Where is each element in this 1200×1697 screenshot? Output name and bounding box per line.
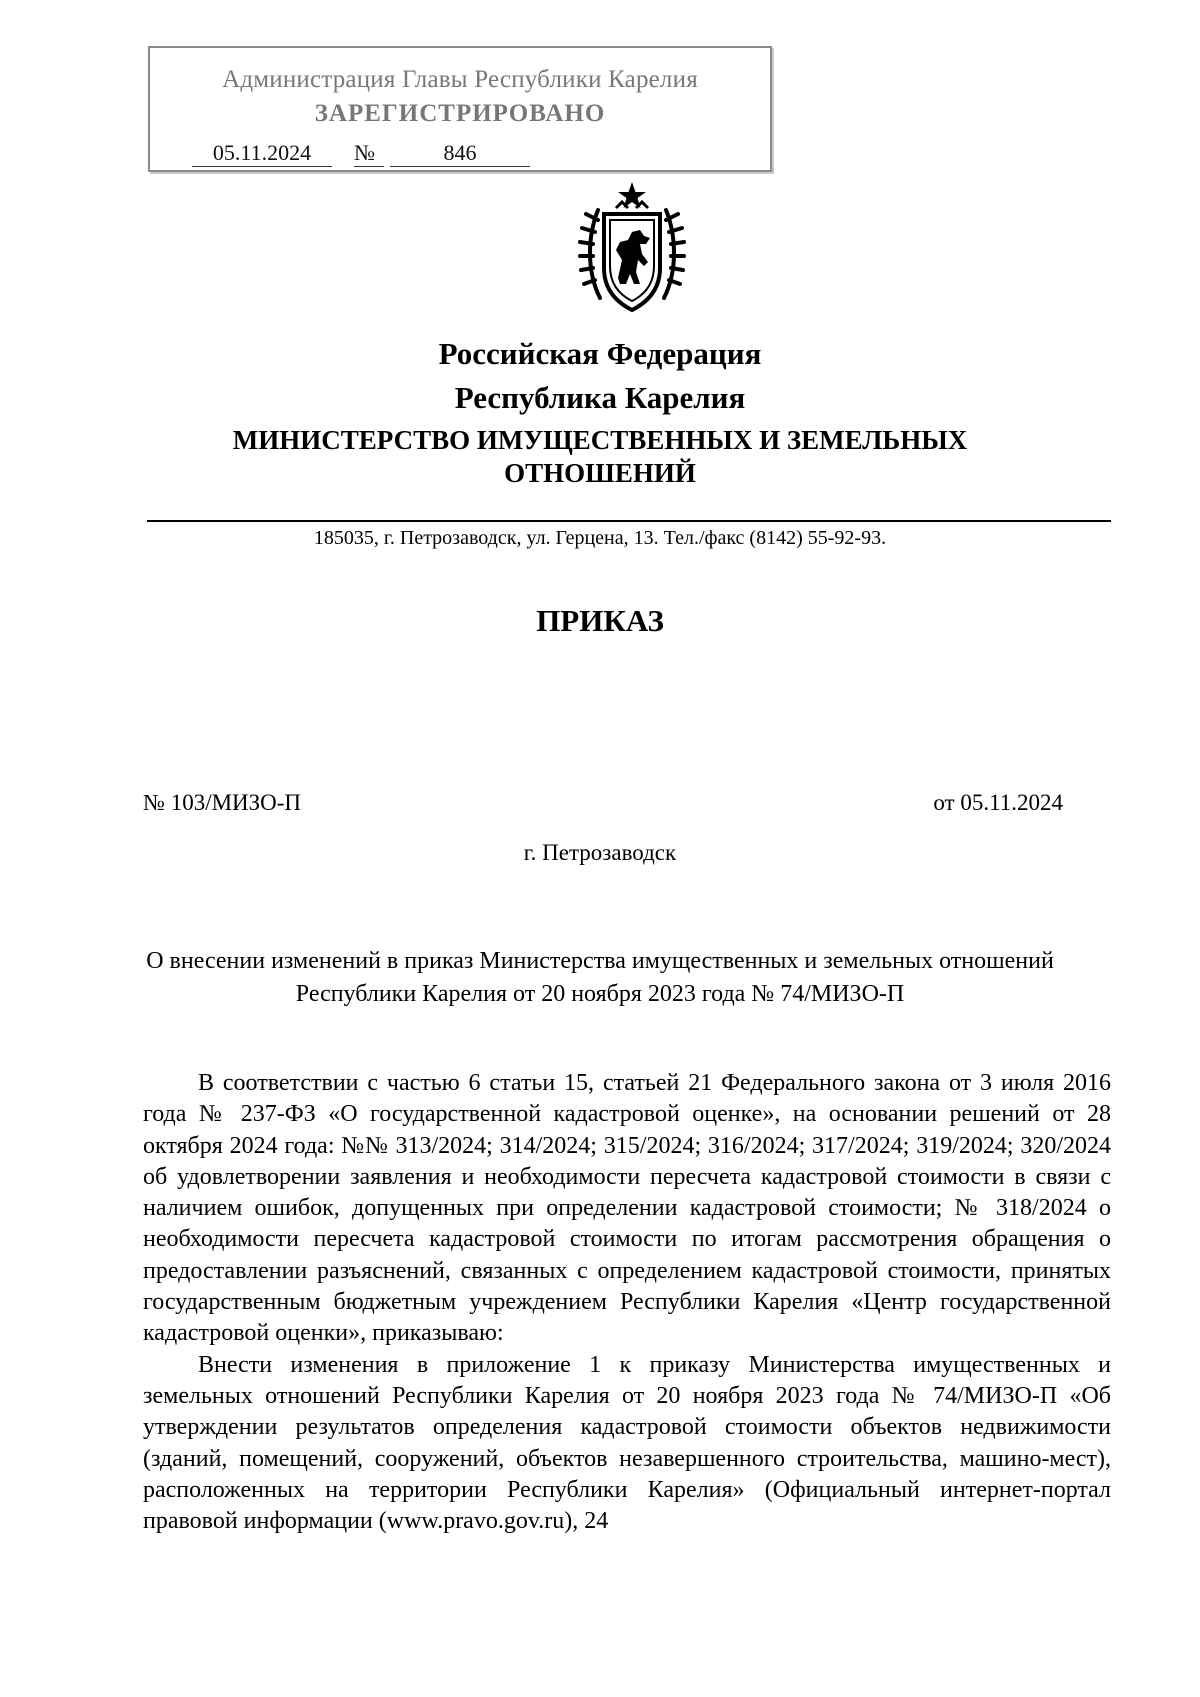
karelia-coat-of-arms-icon [578, 180, 686, 320]
country-title: Российская Федерация [438, 336, 762, 371]
order-date: от 05.11.2024 [933, 790, 1063, 815]
ministry-title [0, 424, 1200, 490]
order-subject [0, 945, 1200, 1011]
body-paragraph-2: Внести изменения в приложение 1 к приказу Министерства имущественных и земельных отношений Республики Карелия от 20 ноября 2023 года № 74/МИЗО-П «Об утверждении результатов определения кадастровой стоимости объектов недвижимости (зданий, помещений, сооружений, объектов незавершенного строительства, машино-мест), расположенных на территории Республики Карелия» (Официальный интернет-портал правовой информации (www.pravo.gov.ru), 24 [143, 1351, 1111, 1535]
body-paragraph-1: В соответствии с частью 6 статьи 15, статьей 21 Федерального закона от 3 июля 2016 года № 237-ФЗ «О государственной кадастровой оценке», на основании решений от 28 октября 2024 года: №№ 313/2024; 314/2024; 315/2024; 316/2024; 317/2024; 319/2024; 320/2024 об удовлетворении заявления и необходимости пересчета кадастровой стоимости в связи с наличием ошибок, допущенных при определении кадастровой стоимости; № 318/2024 о необходимости пересчета кадастровой стоимости по итогам рассмотрения обращения о предоставлении разъяснений, связанных с определением кадастровой стоимости, принятых государственным бюджетным учреждением Республики Карелия «Центр государственной кадастровой оценки», приказываю: [143, 1070, 1111, 1347]
stamp-number-label: № [354, 140, 384, 167]
republic-title: Республика Карелия [454, 380, 746, 415]
stamp-organization: Администрация Главы Республики Карелия [222, 66, 698, 93]
order-subject-text: О внесении изменений в приказ Министерства имущественных и земельных отношений Республики Карелия от 20 ноября 2023 года № 74/МИЗО-П [146, 948, 1054, 1007]
order-place: г. Петрозаводск [523, 840, 677, 865]
header-divider [147, 520, 1111, 522]
order-body [143, 1068, 1111, 1537]
stamp-status: ЗАРЕГИСТРИРОВАНО [314, 100, 606, 127]
ministry-title-text: МИНИСТЕРСТВО ИМУЩЕСТВЕННЫХ И ЗЕМЕЛЬНЫХ ОТНОШЕНИЙ [232, 425, 968, 488]
registration-stamp [148, 46, 772, 172]
ministry-address: 185035, г. Петрозаводск, ул. Герцена, 13. Тел./факс (8142) 55-92-93. [313, 527, 887, 549]
stamp-number: 846 [390, 140, 530, 167]
document-type: ПРИКАЗ [536, 603, 664, 638]
stamp-date: 05.11.2024 [192, 140, 332, 167]
order-number: № 103/МИЗО-П [143, 790, 302, 815]
